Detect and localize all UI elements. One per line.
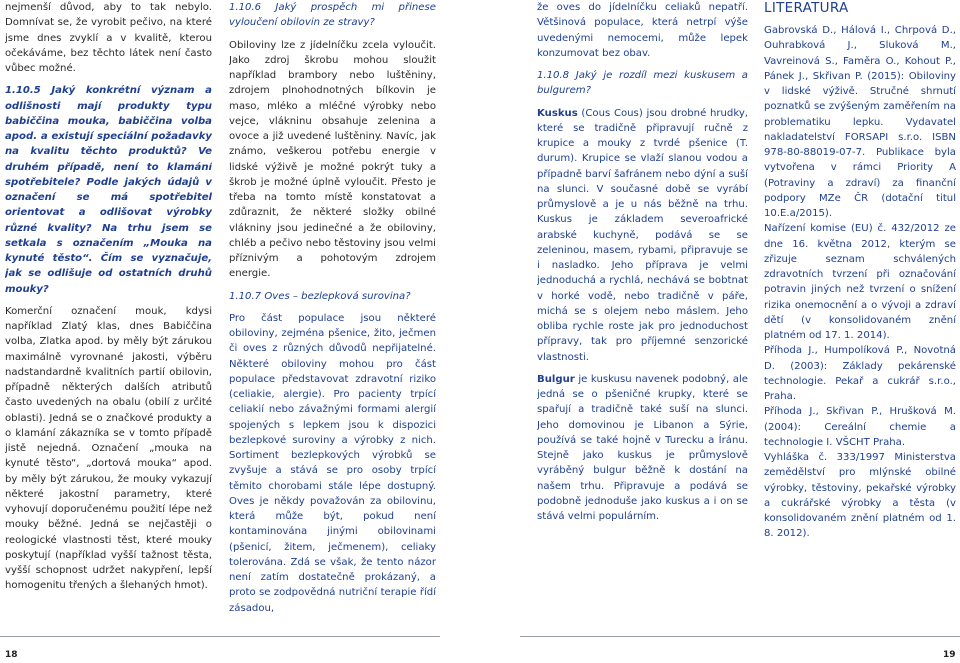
right-page-column-1 xyxy=(537,0,748,615)
paragraph-bulgur xyxy=(537,372,748,525)
question-heading: 1.10.7 Oves – bezlepková surovina? xyxy=(229,290,411,302)
question-heading: 1.10.5 Jaký konkrétní význam a odlišnosti mají produkty typu babiččina mouka, babiččina volba apod. a existují speciální požadavky na kvalitu těchto produktů? Ve druhém případě, není to klamání spotřebitele? Podle jakých údajů v označení se má spotřebitel orientovat a odlišovat výrobky různé kvality? Na trhu jsem se setkala s označením „Mouka na kynuté těsto“. Čím se vyznačuje, jak se odlišuje od ostatních druhů mouky? xyxy=(5,85,212,295)
literature-entry: Vyhláška č. 333/1997 Ministerstva zemědělství pro mlýnské obilné výrobky, těstoviny, pekařské výrobky a cukrářské výrobky a těsta (v konsolidovaném znění platném od 1. 8. 2012). xyxy=(764,452,956,540)
paragraph: nejmenší důvod, aby to tak nebylo. Domnívat se, že vyrobit pečivo, na které jsme dnes zvyklí a v kvalitě, kterou očekáváme, bez těchto látek není často vůbec možné. xyxy=(5,2,212,74)
term-bulgur: Bulgur xyxy=(537,373,575,385)
left-page-column-2 xyxy=(229,0,436,615)
footer-rule-left xyxy=(0,636,440,637)
page-number-right: 19 xyxy=(943,650,956,660)
paragraph: Obiloviny lze z jídelníčku zcela vyloučit. Jako zdroj škrobu mohou sloužit například brambory nebo luštěniny, zdrojem plnohodnotných bílkovin je maso, mléko a mléčné výrobky nebo vejce, vlákninu obsahuje zelenina a ovoce a již uvedené luštěniny. Navíc, jak známo, veškerou potřebu energie v lidské výživě je možné pokrýt tuky a škrob je možné úplně vyloučit. Přesto je třeba na tomto místě konstatovat a zdůraznit, že některé složky obilné vlákniny jsou jedinečné a že obiloviny, chléb a pečivo nebo těstoviny jsou velmi příznivým a pohotovým zdrojem energie. xyxy=(229,39,436,280)
literature-column xyxy=(764,0,956,615)
question-heading: 1.10.6 Jaký prospěch mi přinese vyloučení obilovin ze stravy? xyxy=(229,2,436,29)
paragraph: Pro část populace jsou některé obiloviny, zejména pšenice, žito, ječmen či oves z různých důvodů nepřijatelné. Některé obiloviny mohou pro část populace představovat zdravotní riziko (celiakie, alergie). Pro pacienty trpící celiakií nebo závažnými formami alergií spojených s lepkem jsou k dispozici bezlepkové suroviny a výrobky z nich. Sortiment bezlepkových výrobků se zvyšuje a stává se pro osoby trpící těmito chorobami stále lépe dostupný. Oves je někdy považován za obilovinu, která může být, pokud není kontaminována jinými obilovinami (pšenicí, žitem, ječmenem), celiaky tolerována. Zdá se však, že tento názor není zatím dostatečně prokázaný, a proto se zodpovědná nutriční terapie řídí zásadou, xyxy=(229,312,436,614)
literature-entry: Gabrovská D., Hálová I., Chrpová D., Ouhrabková J., Sluková M., Vavreinová S., Faměra O., Kohout P., Pánek J., Skřivan P. (2015): Obiloviny v lidské výživě. Stručné shrnutí poznatků se zvýšeným zaměřením na problematiku lepku. Vydavatel nakladatelství FORSAPI s.r.o. ISBN 978-80-88019-07-7. Publikace byla vytvořena v rámci Priority A (Potraviny a zdraví) za finanční podpory MZe ČR (dotační titul 10.E.a/2015). xyxy=(764,25,956,219)
literature-entry: Příhoda J., Humpolíková P., Novotná D. (2003): Základy pekárenské technologie. Pekař a cukrář s.r.o., Praha. xyxy=(764,345,956,402)
paragraph-text: (Cous Cous) jsou drobné hrudky, které se tradičně připravují ručně z krupice a mouky z tvrdé pšenice (T. durum). Krupice se vlaží slanou vodou a případně barví šafránem nebo dýní a suší na slunci. V současné době se vyrábí průmyslově a je u nás běžně na trhu. Kuskus je základem severoafrické arabské kuchyně, podává se se zeleninou, masem, rybami, připravuje se i nasladko. Jeho příprava je velmi jednoduchá a rychlá, nechává se bobtnat v horké vodě, nebo tradičně v páře, michá se s olejem nebo máslem. Jeho obliba rychle roste jak pro jednoduchost přípravy, tak pro příjemné senzorické vlastnosti. xyxy=(537,107,748,363)
left-page-column-1 xyxy=(5,0,212,615)
literature-entry: Příhoda J., Skřivan P., Hrušková M. (2004): Cereální chemie a technologie I. VŠCHT Praha. xyxy=(764,406,956,448)
paragraph-text: je kuskusu navenek podobný, ale jedná se o pšeničné krupky, které se spařují a tradičně také suší na slunci. Jeho domovinou je Libanon a Sýrie, používá se také hojně v Turecku a Íránu. Stejně jako kuskus je průmyslově vyráběný bulgur běžně k dostání na našem trhu. Připravuje a podává se podobně jednoduše jako kuskus a i on se stává velmi populárním. xyxy=(537,373,748,522)
paragraph: Komerční označení mouk, kdysi například Zlatý klas, dnes Babiččina volba, Zlatka apod. by měly být zárukou maximálně vyrovnané jakosti, výběru nadstandardně kvalitních partií obilovin, případně některých dalších atributů často uvedených na obalu (obilí z určité oblasti). Jedná se o značkové produkty a o klamání zákazníka se v tomto případě jistě nejedná. Označení „mouka na kynuté těsto“, „dortová mouka“ apod. by měly být zárukou, že mouky vykazují některé jakostní parametry, které vyhovují doporučenému použití lépe než mouky běžné. Jedná se nejčastěji o reologické vlastnosti těst, které mouky poskytují (například vyšší tažnost těsta, vyšší schopnost udržet nakypření, lepší homogenitu třených a šlehaných hmot). xyxy=(5,305,212,592)
term-kuskus: Kuskus xyxy=(537,107,578,119)
footer-rule-right xyxy=(520,636,960,637)
literature-title: LITERATURA xyxy=(764,0,849,16)
page-number-left: 18 xyxy=(5,650,18,660)
paragraph-kuskus xyxy=(537,106,748,365)
literature-entry: Nařízení komise (EU) č. 432/2012 ze dne 16. května 2012, kterým se zřizuje seznam schválených zdravotních tvrzení při označování potravin jiných než tvrzení o snížení rizika onemocnění a o vývoji a zdraví dětí (v konsolidovaném znění platném od 17. 1. 2014). xyxy=(764,223,956,341)
question-heading: 1.10.8 Jaký je rozdíl mezi kuskusem a bulgurem? xyxy=(537,70,748,97)
paragraph: že oves do jídelníčku celiaků nepatří. Většinová populace, která netrpí výše uvedenými nemocemi, může lepek konzumovat bez obav. xyxy=(537,2,748,59)
